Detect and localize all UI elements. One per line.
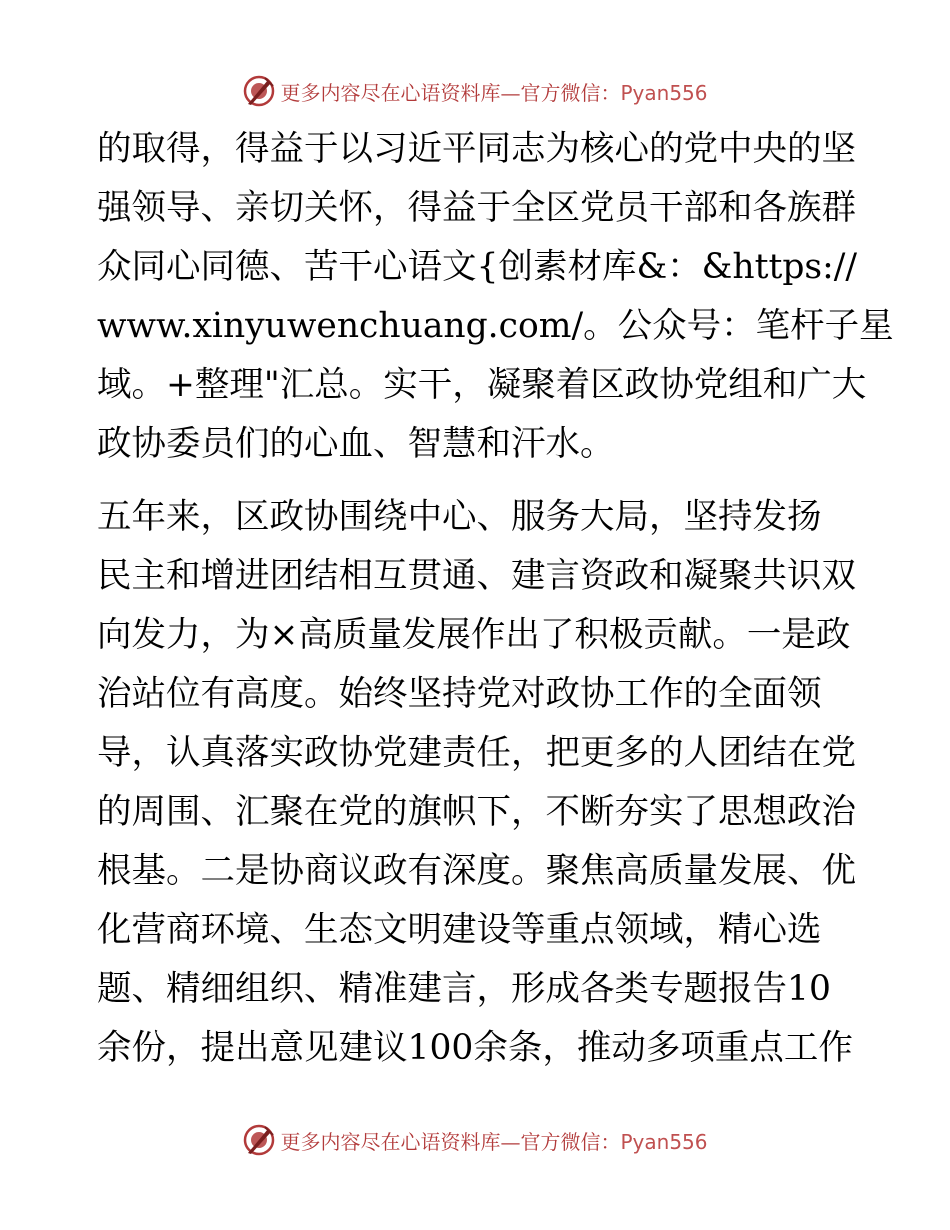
paragraph-2 xyxy=(97,488,857,1078)
text-line: 的取得，得益于以习近平同志为核心的党中央的坚 xyxy=(97,129,856,169)
text-line: 根基。二是协商议政有深度。聚焦高质量发展、优 xyxy=(97,851,856,891)
text-line: 向发力，为×高质量发展作出了积极贡献。一是政 xyxy=(97,615,851,655)
text-line: 政协委员们的心血、智慧和汗水。 xyxy=(97,424,615,464)
text-line: 域。+整理"汇总。实干，凝聚着区政协党组和广大 xyxy=(97,365,867,405)
banner-caption: 更多内容尽在心语资料库—官方微信：Pyan556 xyxy=(280,80,708,105)
quill-logo-icon xyxy=(242,1123,276,1157)
footer-watermark-banner xyxy=(0,1120,950,1160)
paragraph-1 xyxy=(97,120,894,474)
text-line: 民主和增进团结相互贯通、建言资政和凝聚共识双 xyxy=(97,556,856,596)
document-body xyxy=(97,120,894,1078)
quill-logo-icon xyxy=(242,74,276,108)
text-line: 导，认真落实政协党建责任，把更多的人团结在党 xyxy=(97,733,856,773)
text-line: 题、精细组织、精准建言，形成各类专题报告10 xyxy=(97,969,831,1009)
text-line: 强领导、亲切关怀，得益于全区党员干部和各族群 xyxy=(97,188,856,228)
text-line: 五年来，区政协围绕中心、服务大局，坚持发扬 xyxy=(97,497,822,537)
text-line: 治站位有高度。始终坚持党对政协工作的全面领 xyxy=(97,674,822,714)
text-line: 众同心同德、苦干心语文{创素材库&：&https:// xyxy=(97,247,857,287)
text-line: 化营商环境、生态文明建设等重点领域，精心选 xyxy=(97,910,822,950)
banner-caption: 更多内容尽在心语资料库—官方微信：Pyan556 xyxy=(280,1129,708,1154)
text-line: 余份，提出意见建议100余条，推动多项重点工作 xyxy=(97,1028,853,1068)
text-line: 的周围、汇聚在党的旗帜下，不断夯实了思想政治 xyxy=(97,792,856,832)
header-watermark-banner xyxy=(0,71,950,111)
text-line: www.xinyuwenchuang.com/。公众号：笔杆子星 xyxy=(97,306,894,346)
